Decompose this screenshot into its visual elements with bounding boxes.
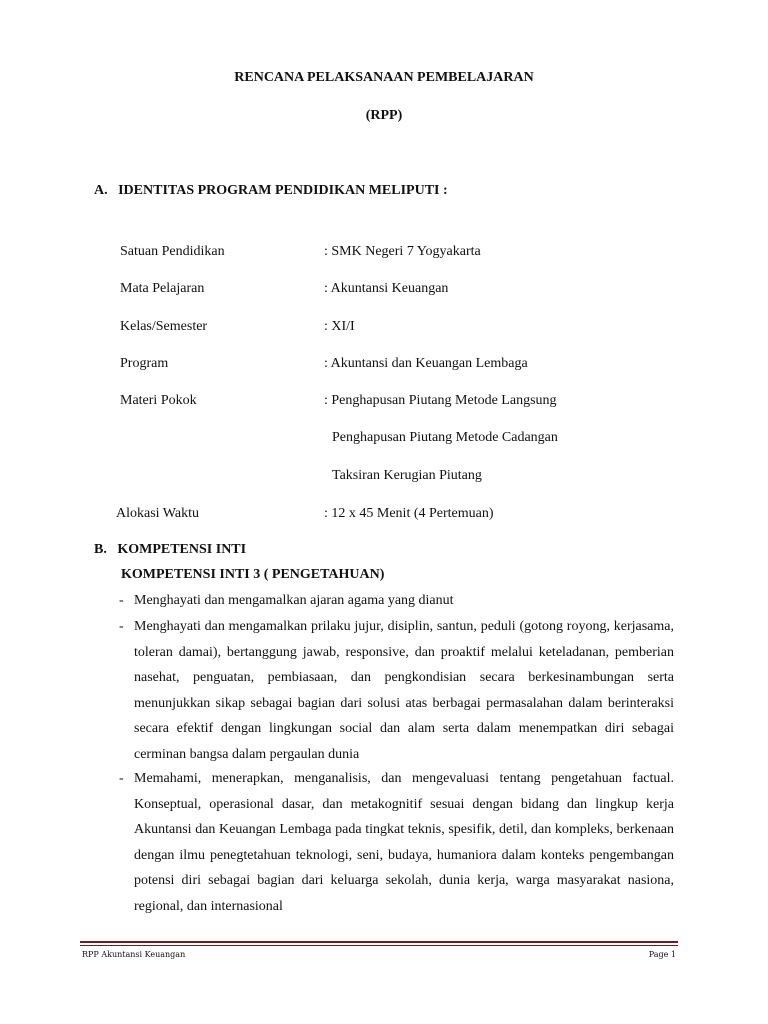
bullet-text: Memahami, menerapkan, menganalisis, dan mengevaluasi tentang pengetahuan factual. Konseptual, operasional dasar, dan metakognitif sesuai dengan bidang dan lingkup kerja Akuntansi dan Keuangan Lembaga pada tingkat teknis, spesifik, detil, dan kompleks, berkenaan dengan ilmu penegtetahuan teknologi, seni, budaya, humaniora dalam konteks pengembangan potensi diri sebagai bagian dari keluarga sekolah, dunia kerja, warga masyarakat nasiona, regional, dan internasional [134,771,674,914]
footer-divider-thin [80,945,678,946]
identity-label: Program [120,356,169,371]
identity-value: Penghapusan Piutang Metode Cadangan [332,430,558,445]
footer-divider [80,941,678,943]
identity-value: Taksiran Kerugian Piutang [332,468,482,483]
identity-value: : XI/I [324,319,355,334]
identity-value: : 12 x 45 Menit (4 Pertemuan) [324,506,494,521]
bullet-dash: - [119,771,124,786]
list-item [119,766,674,919]
identity-value: : Penghapusan Piutang Metode Langsung [324,393,557,408]
identity-label: Alokasi Waktu [116,506,199,521]
identity-label: Kelas/Semester [120,319,208,334]
identity-label: Materi Pokok [120,393,197,408]
section-b-subheading: KOMPETENSI INTI 3 ( PENGETAHUAN) [121,567,385,582]
identity-label: Mata Pelajaran [120,281,205,296]
footer-page-number: Page 1 [648,950,676,959]
document-subtitle: (RPP) [365,108,403,123]
document-title: RENCANA PELAKSANAAN PEMBELAJARAN [234,70,534,85]
identity-value: : Akuntansi dan Keuangan Lembaga [324,356,528,371]
footer-document-name: RPP Akuntansi Keuangan [82,950,186,959]
bullet-text: Menghayati dan mengamalkan prilaku jujur, disiplin, santun, peduli (gotong royong, kerjasama, toleran damai), bertanggung jawab, responsive, dan proaktif melalui keteladanan, pemberian nasehat, penguatan, pembiasaan, dan pengkondisian secara berkesinambungan serta menunjukkan sikap sebagai bagian dari solusi atas berbagai permasalahan dalam berinteraksi secara efektif dengan lingkungan social dan alam serta dalam menempatkan diri sebagai cerminan bangsa dalam pergaulan dunia [134,619,674,762]
identity-label: Satuan Pendidikan [120,244,225,259]
identity-value: : SMK Negeri 7 Yogyakarta [324,244,481,259]
section-a-heading: A. IDENTITAS PROGRAM PENDIDIKAN MELIPUTI : [94,183,448,198]
bullet-dash: - [119,619,124,634]
identity-value: : Akuntansi Keuangan [324,281,449,296]
section-b-heading: B. KOMPETENSI INTI [94,542,247,557]
list-item [119,614,674,767]
bullet-dash: - [119,593,124,608]
bullet-text: Menghayati dan mengamalkan ajaran agama yang dianut [134,593,454,608]
list-item [119,588,674,614]
